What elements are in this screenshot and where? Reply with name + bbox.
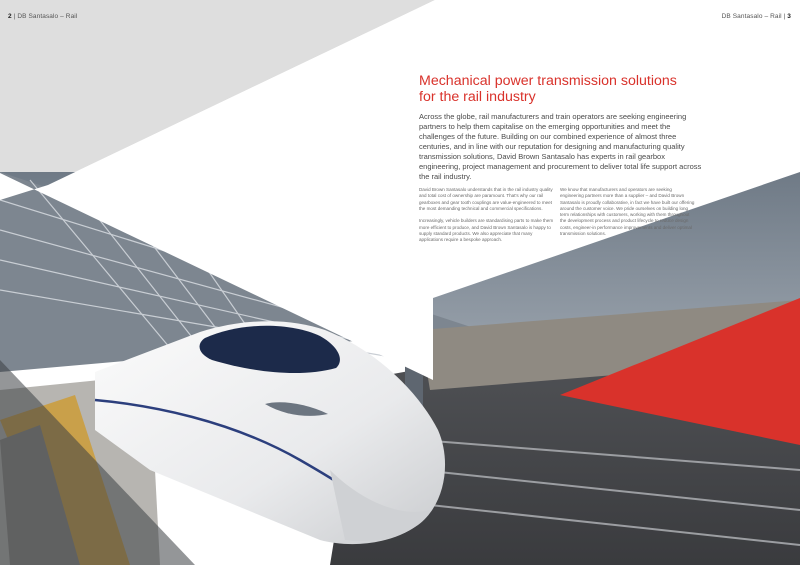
header-title-left: DB Santasalo – Rail	[17, 13, 78, 20]
intro-paragraph: Across the globe, rail manufacturers and train operators are seeking engineering partners to help them capitalise on the emerging opportunities and meet the challenges of the future. Building on our combined experience of almost three centuries, and in line with our reputation for designing and manufacturing quality transmission solutions, David Brown Santasalo has experts in rail gearbox engineering, project management and procurement to deliver total life support across the rail industry.	[419, 112, 702, 181]
body-paragraph: Increasingly, vehicle builders are standardising parts to make them more efficient to produce, and David Brown Santasalo is happy to supply standard products. We also appreciate that many applications require a bespoke approach.	[419, 218, 554, 243]
title-line-2: for the rail industry	[419, 89, 536, 105]
body-paragraph: We know that manufacturers and operators are seeking engineering partners more than a supplier – and David Brown Santasalo is proudly collaborative, in fact we have built our offering around the customer voice. We pride ourselves on building long term relationships with customers, working with them throughout the development process and product lifecycle to reduce design costs, engineer-in performance improvements and deliver optimal transmission solutions.	[560, 187, 695, 237]
page-title	[419, 73, 709, 105]
header-title-right: DB Santasalo – Rail	[721, 13, 782, 20]
body-column-right	[560, 187, 695, 244]
page-header-left: 2 | DB Santasalo – Rail	[8, 13, 78, 20]
title-line-1: Mechanical power transmission solutions	[419, 73, 677, 89]
page-number-left: 2	[8, 13, 12, 20]
body-column-left	[419, 187, 554, 250]
page-number-right: 3	[787, 13, 791, 20]
body-paragraph: David Brown Santasalo understands that in the rail industry quality and total cost of ownership are paramount. That's why our rail gearboxes and gear tooth couplings are value-engineered to meet the most demanding technical and commercial specifications.	[419, 187, 553, 211]
page-header-right: DB Santasalo – Rail | 3	[721, 13, 791, 20]
